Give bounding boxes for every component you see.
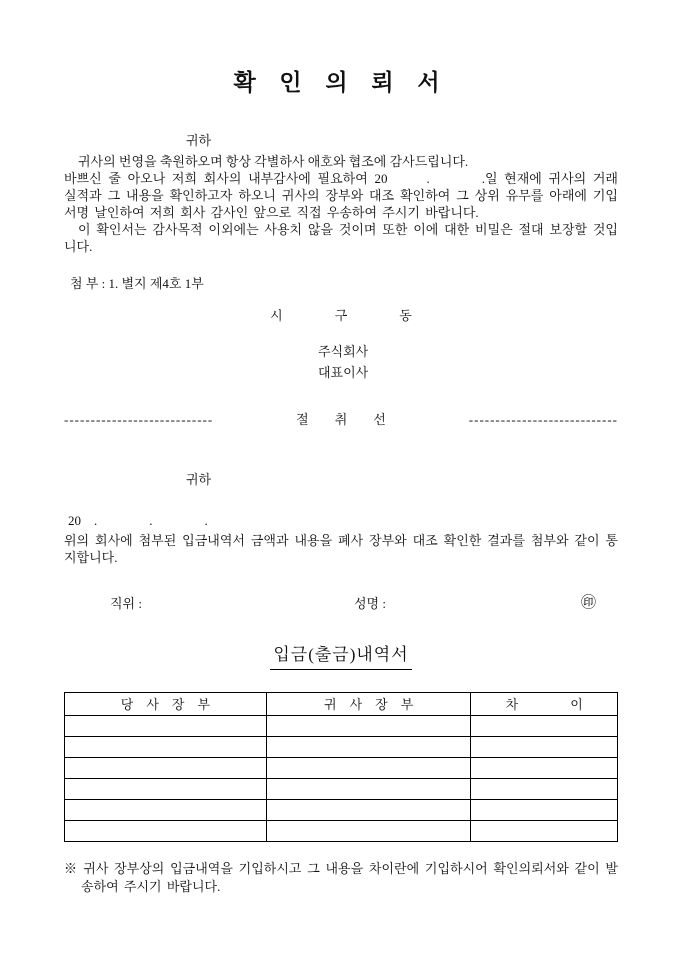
table-row [65, 737, 618, 758]
sender-ceo: 대표이사 [318, 364, 369, 380]
attachment-line: 첨 부 : 1. 별지 제4호 1부 [70, 276, 204, 292]
table-cell-empty [471, 800, 618, 821]
table-cell-empty [471, 737, 618, 758]
statement-table-body [65, 716, 618, 842]
table-row [65, 821, 618, 842]
address-line: 시 구 동 [270, 307, 412, 323]
table-cell-empty [65, 716, 267, 737]
table-cell-empty [266, 779, 471, 800]
table-row [65, 716, 618, 737]
table-cell-empty [65, 779, 267, 800]
statement-title [64, 644, 618, 670]
privacy-paragraph: 이 확인서는 감사목적 이외에는 사용치 않을 것이며 또한 이에 대한 비밀은 절대 보장할 것입니다. [64, 222, 618, 255]
table-header-difference: 차 이 [471, 693, 618, 716]
table-header-your-ledger: 귀 사 장 부 [266, 693, 471, 716]
table-header-row [65, 693, 618, 716]
table-row [65, 779, 618, 800]
cut-line-label: 절 취 선 [296, 412, 386, 428]
table-cell-empty [266, 800, 471, 821]
statement-title-text: 입금(출금)내역서 [270, 644, 411, 670]
greeting-paragraph: 귀사의 번영을 축원하오며 항상 각별하사 애호와 협조에 감사드립니다. [78, 153, 469, 169]
sender-company: 주식회사 [318, 343, 369, 359]
footnote: ※ 귀사 장부상의 입금내역을 기입하시고 그 내용을 차이란에 기입하시어 확인의뢰서와 같이 발송하여 주시기 바랍니다. [64, 861, 618, 894]
sender-block [318, 342, 618, 384]
table-cell-empty [266, 758, 471, 779]
seal-mark: ㊞ [580, 595, 596, 612]
table-header-our-ledger: 당 사 장 부 [65, 693, 267, 716]
name-label: 성명 : [353, 596, 386, 612]
table-cell-empty [471, 758, 618, 779]
table-row [65, 800, 618, 821]
table-cell-empty [65, 821, 267, 842]
cut-line [64, 411, 618, 428]
position-label: 직위 : [110, 596, 142, 612]
reply-paragraph: 위의 회사에 첨부된 입금내역서 금액과 내용을 폐사 장부와 대조 확인한 결과를 첨부와 같이 통지합니다. [64, 532, 618, 565]
table-cell-empty [266, 716, 471, 737]
table-cell-empty [471, 716, 618, 737]
table-cell-empty [471, 821, 618, 842]
table-row [65, 758, 618, 779]
table-cell-empty [266, 737, 471, 758]
cut-line-dashes-left: ---------------------------- [64, 412, 214, 428]
table-cell-empty [266, 821, 471, 842]
table-cell-empty [65, 800, 267, 821]
recipient-line-top: 귀하 [186, 133, 212, 149]
recipient-line-bottom: 귀하 [186, 471, 212, 487]
signature-row [64, 594, 618, 614]
request-paragraph: 바쁘신 줄 아오나 저희 회사의 내부감사에 필요하여 20 . .일 현재에 귀사의 거래 실적과 그 내용을 확인하고자 하오니 귀사의 장부와 대조 확인하여 그 상위 유무를 아래에 기입 서명 날인하여 저희 회사 감사인 앞으로 직접 우송하여 주시기 바랍니다. [64, 170, 618, 220]
cut-line-dashes-right: ---------------------------- [468, 412, 618, 428]
statement-table [64, 692, 618, 842]
document-title: 확 인 의 뢰 서 [233, 70, 449, 95]
table-cell-empty [65, 737, 267, 758]
table-cell-empty [471, 779, 618, 800]
table-cell-empty [65, 758, 267, 779]
date-line: 20 . . . [68, 512, 208, 528]
